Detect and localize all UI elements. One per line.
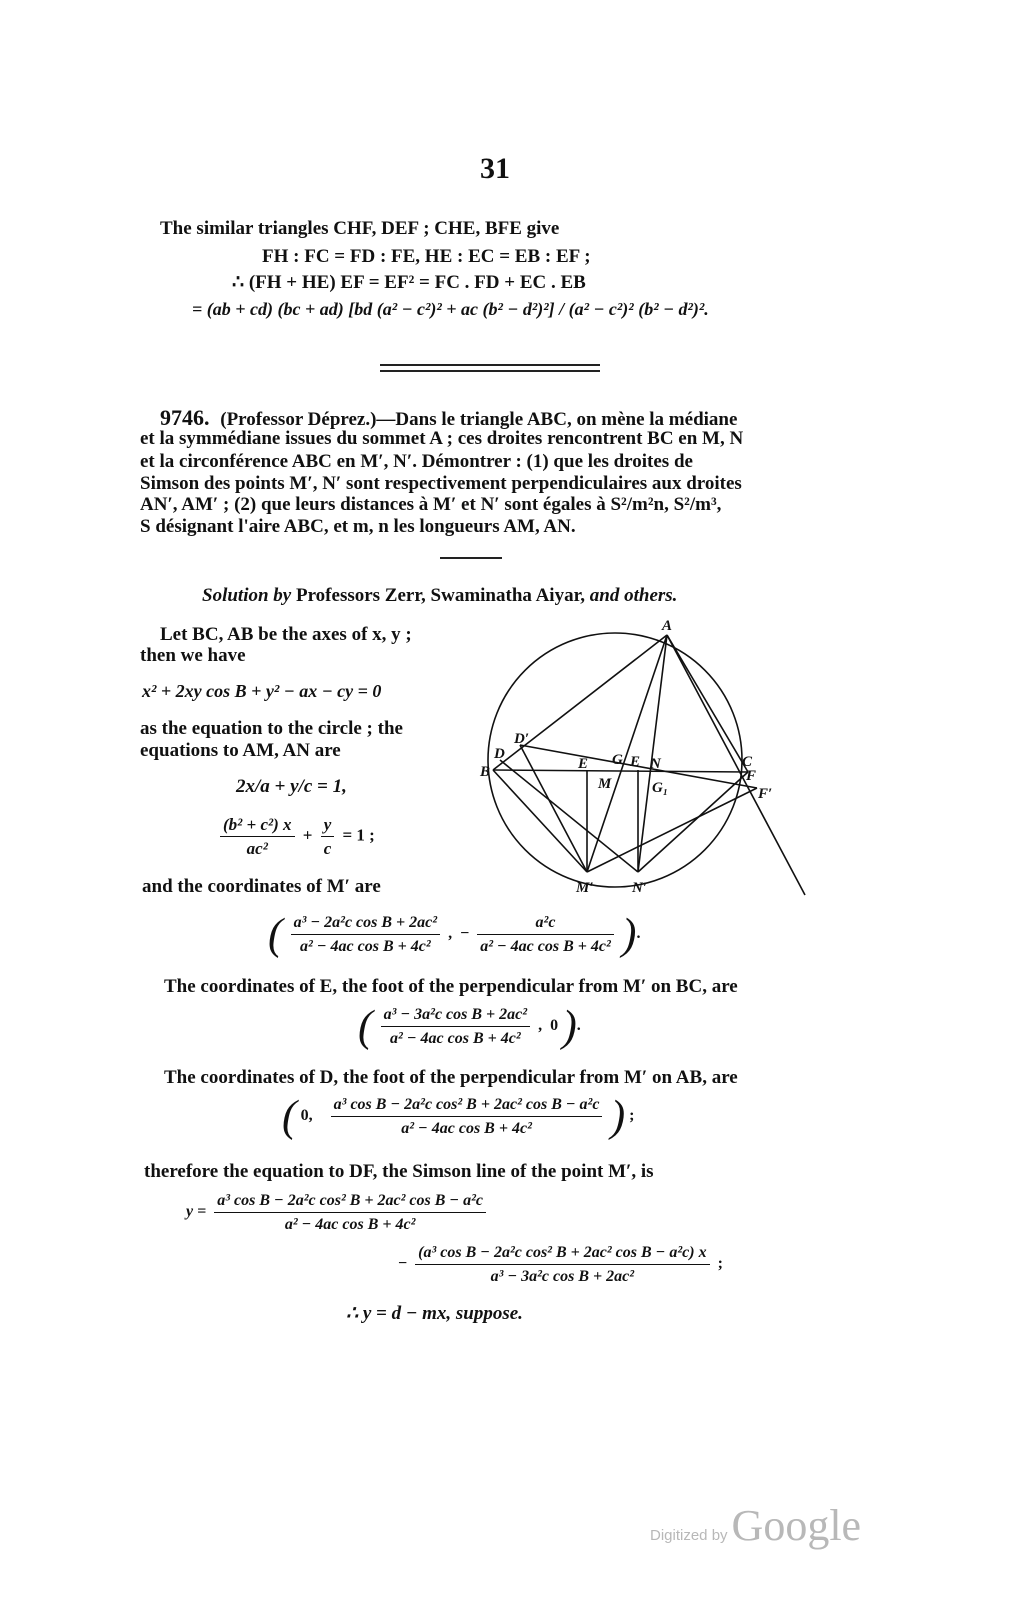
label-b: B bbox=[480, 764, 491, 780]
coords-e: ( $\frac{\text{a³ − 3a²c cos B + 2ac²}}{\text{a² − 4ac cos B + 4c²}}$ , 0 ). bbox=[358, 1001, 581, 1051]
df-den-2: a³ − 3a²c cos B + 2ac² bbox=[490, 1268, 635, 1285]
problem-line-4: Simson des points M′, N′ sont respectivement perpendiculaires aux droites bbox=[140, 473, 742, 494]
label-e: E bbox=[578, 756, 589, 772]
double-rule-top bbox=[380, 364, 600, 366]
final-equation: ∴ y = d − mx, suppose. bbox=[346, 1303, 523, 1324]
solution-p1-l2: then we have bbox=[140, 645, 246, 666]
top-line-2: FH : FC = FD : FE, HE : EC = EB : EF ; bbox=[262, 246, 591, 267]
watermark-big: Google bbox=[731, 1501, 862, 1550]
equation-an-den: ac² bbox=[246, 839, 268, 858]
equation-an-num: (b² + c²) x bbox=[220, 814, 295, 837]
df-num-1: a³ cos B − 2a²c cos² B + 2ac² cos B − a²c bbox=[214, 1190, 486, 1213]
equation-an-den2: c bbox=[323, 839, 332, 858]
problem-line-1 bbox=[160, 407, 737, 430]
df-den-1: a² − 4ac cos B + 4c² bbox=[284, 1216, 416, 1233]
side-ab bbox=[493, 635, 667, 770]
top-line-1: The similar triangles CHF, DEF ; CHE, BFE give bbox=[160, 218, 560, 239]
solution-p3: and the coordinates of M′ are bbox=[142, 876, 381, 897]
top-line-4: = (ab + cd) (bc + ad) [bd (a² − c²)² + ac (b² − d²)²] / (a² − c²)² (b² − d²)². bbox=[192, 299, 709, 319]
d-y-den: a² − 4ac cos B + 4c² bbox=[401, 1120, 532, 1137]
label-d: D bbox=[494, 746, 505, 762]
line-dn bbox=[500, 760, 638, 872]
top-line-3: ∴ (FH + HE) EF = EF² = FC . FD + EC . EB bbox=[232, 272, 586, 293]
label-f: F bbox=[746, 768, 757, 784]
coords-d: ( 0, $\frac{\text{a³ cos B − 2a²c cos² B + 2ac² cos B − a²c}}{\text{a² − 4ac cos B + 4c²}}$ ) ; bbox=[282, 1091, 635, 1141]
m-x-num: a³ − 2a²c cos B + 2ac² bbox=[291, 912, 440, 935]
df-lhs: y = bbox=[186, 1203, 207, 1221]
watermark-small: Digitized by bbox=[650, 1527, 728, 1544]
problem-line-2: et la symmédiane issues du sommet A ; ces droites rencontrent BC en M, N bbox=[140, 428, 744, 449]
label-e1: E bbox=[630, 754, 641, 770]
e-x-den: a² − 4ac cos B + 4c² bbox=[390, 1030, 521, 1047]
line-dm bbox=[520, 745, 587, 872]
solution-heading-authors: Professors Zerr, Swaminatha Aiyar, bbox=[295, 585, 586, 606]
label-m-prime: M′ bbox=[576, 880, 594, 896]
m-x-den: a² − 4ac cos B + 4c² bbox=[300, 938, 431, 955]
problem-text-1: —Dans le triangle ABC, on mène la médiane bbox=[376, 409, 738, 430]
label-g1: G₁ bbox=[652, 780, 669, 796]
equation-an-rest: = 1 ; bbox=[342, 825, 375, 845]
label-d-prime: D′ bbox=[514, 731, 530, 747]
problem-author: (Professor Déprez.) bbox=[220, 409, 377, 430]
label-n-prime: N′ bbox=[632, 880, 648, 896]
symmedian-an bbox=[638, 635, 667, 872]
equation-circle: x² + 2xy cos B + y² − ax − cy = 0 bbox=[142, 681, 382, 701]
page-number: 31 bbox=[480, 152, 510, 185]
df-equation-part-2: − $\frac{\text{(a³ cos B − 2a²c cos² B + 2ac² cos B − a²c) x}}{\text{a³ − 3a²c cos B + 2ac²}}$ ; bbox=[398, 1244, 723, 1285]
problem-line-6: S désignant l'aire ABC, et m, n les longueurs AM, AN. bbox=[140, 516, 576, 537]
geometry-figure bbox=[470, 610, 830, 910]
equation-an: $\frac{\text{(b² + c²) x}}{\text{ac²}}$ + $\frac{y}{c}$ = 1 ; bbox=[216, 814, 375, 859]
solution-p6: therefore the equation to DF, the Simson line of the point M′, is bbox=[144, 1161, 654, 1182]
problem-line-5: AN′, AM′ ; (2) que leurs distances à M′ et N′ sont égales à S²/m²n, S²/m³, bbox=[140, 494, 722, 515]
solution-heading-by: Solution by bbox=[202, 585, 292, 606]
label-f-prime: F′ bbox=[758, 786, 773, 802]
m-y-num: a²c bbox=[477, 912, 614, 935]
solution-heading bbox=[202, 585, 677, 606]
solution-p2-l2: equations to AM, AN are bbox=[140, 740, 341, 761]
side-ac bbox=[667, 635, 748, 772]
label-n: N bbox=[650, 756, 661, 772]
solution-p2-l1: as the equation to the circle ; the bbox=[140, 718, 403, 739]
e-x-num: a³ − 3a²c cos B + 2ac² bbox=[381, 1004, 530, 1027]
label-m: M bbox=[598, 776, 612, 792]
equation-am: 2x/a + y/c = 1, bbox=[236, 776, 347, 797]
line-mf bbox=[587, 788, 757, 872]
short-rule bbox=[440, 557, 502, 559]
solution-p4: The coordinates of E, the foot of the perpendicular from M′ on BC, are bbox=[164, 976, 738, 997]
df-num-2: (a³ cos B − 2a²c cos² B + 2ac² cos B − a²c) x bbox=[415, 1242, 709, 1265]
problem-line-3: et la circonférence ABC en M′, N′. Démontrer : (1) que les droites de bbox=[140, 451, 693, 472]
solution-p1-l1: Let BC, AB be the axes of x, y ; bbox=[160, 624, 412, 645]
d-y-num: a³ cos B − 2a²c cos² B + 2ac² cos B − a²c bbox=[331, 1094, 603, 1117]
label-a: A bbox=[662, 618, 673, 634]
d-x: 0, bbox=[300, 1107, 313, 1125]
solution-p5: The coordinates of D, the foot of the perpendicular from M′ on AB, are bbox=[164, 1067, 738, 1088]
double-rule-bottom bbox=[380, 370, 600, 372]
line-bm bbox=[493, 770, 587, 872]
label-c: C bbox=[742, 754, 753, 770]
problem-number: 9746. bbox=[160, 405, 210, 430]
label-g: G bbox=[612, 752, 623, 768]
median-am bbox=[587, 635, 667, 872]
m-y-den: a² − 4ac cos B + 4c² bbox=[480, 938, 611, 955]
equation-an-num2: y bbox=[321, 814, 335, 837]
line-af-extended bbox=[667, 635, 805, 895]
df-equation-part-1 bbox=[186, 1190, 490, 1235]
solution-heading-others: and others. bbox=[589, 585, 678, 606]
e-y: 0 bbox=[550, 1017, 559, 1035]
google-watermark bbox=[650, 1500, 861, 1551]
coords-m-prime: ( $\frac{\text{a³ − 2a²c cos B + 2ac²}}{\text{a² − 4ac cos B + 4c²}}$ , − $\frac{\text{a²c}}{\text{a² − 4ac cos B + 4c²}}$ ). bbox=[268, 909, 641, 959]
